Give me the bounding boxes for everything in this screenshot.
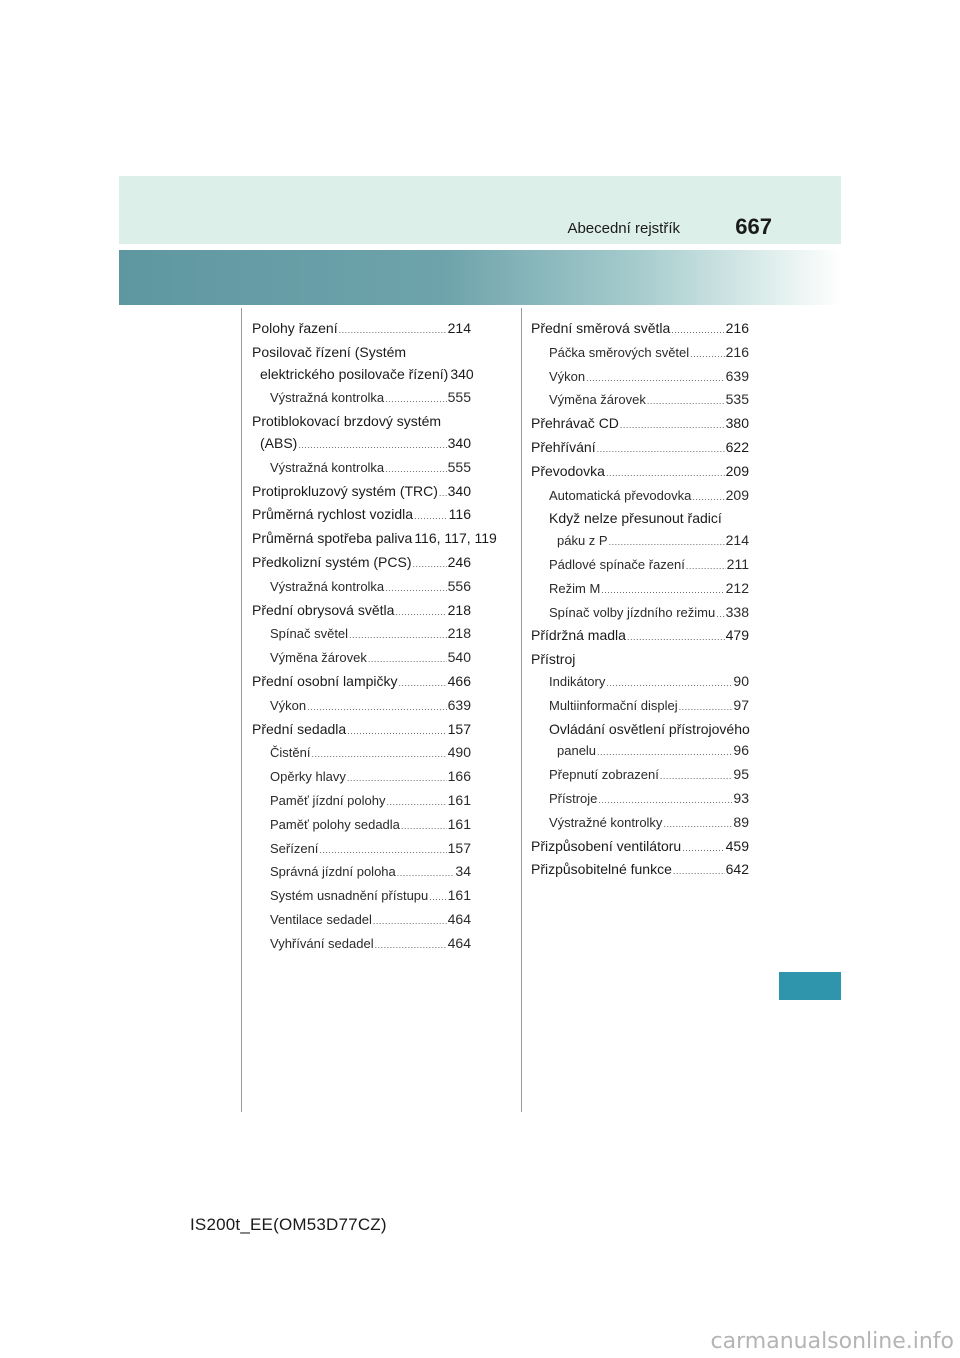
index-entry [531,602,749,626]
index-entry-page: 212 [725,579,749,596]
decorative-gradient-band [119,250,841,305]
index-entry-label: Výstražná kontrolka [270,390,385,406]
index-entry [531,740,749,764]
index-entry-page: 555 [447,389,471,406]
index-entry-page: 466 [447,672,471,689]
index-entry [531,554,749,578]
index-entry-label: Spínač volby jízdního režimu [549,604,716,620]
index-entry-page: 166 [447,768,471,785]
index-entry [531,649,749,671]
index-entry-page: 95 [733,766,749,783]
index-entry-label: Přehřívání [531,438,596,455]
index-entry-label: Přední směrová světla [531,320,671,336]
index-entry [531,437,749,461]
index-entry-page: 161 [447,887,471,904]
index-entry [252,909,471,933]
index-entry [531,530,749,554]
leader-dots [673,861,725,883]
index-entry-page: 157 [447,720,471,737]
leader-dots [597,742,732,764]
index-entry-label: Přepnutí zobrazení [549,767,659,783]
leader-dots [385,578,446,600]
index-entry-page: 157 [447,839,471,856]
index-entry [252,600,471,624]
index-entry-label: panelu [557,743,597,759]
leader-dots [679,697,733,719]
index-entry-label: Multiinformační displej [549,697,678,713]
index-entry [531,461,749,485]
index-entry-label: Předkolizní systém (PCS) [252,553,412,570]
index-column-right [531,318,749,883]
leader-dots [339,320,447,342]
index-entry-page: 161 [447,815,471,832]
index-entry-label: Vyhřívání sedadel [270,935,374,951]
index-entry-page: 340 [447,482,471,499]
index-entry [531,318,749,342]
index-entry [531,695,749,719]
index-entry [252,433,471,457]
index-entry-page: 34 [455,863,471,880]
index-entry-page: 338 [725,603,749,620]
index-entry-label: Přední obrysová světla [252,601,395,618]
index-entry-label: páku z P [557,533,608,549]
leader-dots [401,816,447,838]
index-entry-label: Průměrná spotřeba paliva [252,530,413,547]
index-entry-page: 90 [733,672,749,689]
leader-dots [373,911,447,933]
leader-dots [647,391,725,413]
page-number: 667 [735,214,772,239]
index-entry-label: Režim M [549,580,601,596]
index-entry-label: Polohy řazení [252,320,338,336]
index-entry [252,552,471,576]
index-entry-label: Protiblokovací brzdový systém [252,413,442,430]
leader-dots [347,768,447,790]
index-entry [252,933,471,957]
index-entry-label: Přístroje [549,790,598,806]
index-entry-page: 535 [725,391,749,408]
index-entry [252,719,471,743]
leader-dots [586,368,725,390]
index-entry-label: Když nelze přesunout řadicí [549,510,722,527]
index-entry [531,812,749,836]
leader-dots [439,483,447,505]
leader-dots [690,344,724,366]
leader-dots [311,744,446,766]
leader-dots [682,838,724,860]
index-entry-label: Přehrávač CD [531,415,619,432]
index-entry-label: Správná jízdní poloha [270,864,396,880]
index-entry [531,389,749,413]
index-entry [531,788,749,812]
leader-dots [399,673,447,695]
index-entry-label: Výkon [549,368,586,384]
index-entry [252,364,474,388]
index-entry-label: Přístroj [531,651,576,668]
leader-dots [686,556,726,578]
leader-dots [319,840,446,862]
index-entry-page: 459 [725,837,749,854]
index-entry-page: 490 [447,744,471,761]
leader-dots [663,814,732,836]
leader-dots [385,389,446,411]
index-entry-label: Přizpůsobení ventilátoru [531,837,682,854]
index-entry-label: Převodovka [531,462,605,479]
index-column-left [252,318,497,957]
index-entry-label: Výstražná kontrolka [270,578,385,594]
index-entry-label: Ovládání osvětlení přístrojového [549,720,750,737]
leader-dots [692,487,724,509]
index-entry [252,695,471,719]
index-entry-label: Indikátory [549,673,606,689]
index-entry [252,623,471,647]
leader-dots [606,673,732,695]
index-entry-label: Spínač světel [270,626,349,642]
leader-dots [414,506,448,528]
leader-dots [347,721,446,743]
index-entry-label: Přizpůsobitelné funkce [531,861,672,878]
index-entry-page: 93 [733,789,749,806]
index-entry [531,859,749,883]
index-entry [252,838,471,862]
right-column-rule [521,308,522,1112]
index-entry [531,485,749,509]
leader-dots [307,697,447,719]
leader-dots [397,863,455,885]
index-entry-label: Výstražné kontrolky [549,814,663,830]
index-entry-label: Opěrky hlavy [270,769,346,785]
index-entry [252,576,471,600]
index-entry-label: elektrického posilovače řízení) [260,365,449,382]
index-entry [531,764,749,788]
leader-dots [671,320,724,342]
index-entry-label: (ABS) [260,434,298,451]
index-entry-page: 216 [725,343,749,360]
index-entry-label: Výstražná kontrolka [270,459,385,475]
index-entry-label: Posilovač řízení (Systém [252,343,407,360]
left-column-rule [241,308,242,1112]
index-entry-label: Systém usnadnění přístupu [270,888,429,904]
index-entry-label: Přídržná madla [531,627,626,644]
index-entry-label: Výkon [270,697,307,713]
index-entry-page: 89 [733,813,749,830]
leader-dots [627,627,725,649]
watermark: carmanualsonline.info [710,1329,954,1354]
index-entry [252,387,471,411]
index-entry-label: Páčka směrových světel [549,344,690,360]
index-entry-page: 340 [450,365,474,382]
index-entry-page: 116 [448,506,471,523]
leader-dots [385,459,446,481]
leader-dots [412,554,446,576]
index-entry-page: 540 [447,649,471,666]
index-entry-label: Pádlové spínače řazení [549,556,685,572]
leader-dots [368,649,447,671]
index-entry-page: 639 [447,696,471,713]
index-entry-label: Průměrná rychlost vozidla [252,506,414,523]
index-entry-page: 622 [725,438,749,455]
index-entry-label: Automatická převodovka [549,487,692,503]
index-entry-label: Seřízení [270,840,319,856]
index-entry-page: 211 [726,555,749,572]
index-entry [531,578,749,602]
index-entry-page: 464 [447,934,471,951]
leader-dots [620,415,725,437]
header-band [119,176,841,244]
index-entry-page: 639 [725,367,749,384]
index-entry [531,342,749,366]
leader-dots [660,766,733,788]
index-entry-page: 97 [733,696,749,713]
index-entry [531,366,749,390]
index-entry-label: Přední sedadla [252,720,347,737]
index-entry [252,528,497,552]
leader-dots [298,435,446,457]
leader-dots [601,580,724,602]
index-entry [531,625,749,649]
model-code: IS200t_EE(OM53D77CZ) [190,1215,387,1234]
index-entry-label: Ventilace sedadel [270,911,372,927]
index-entry-page: 218 [447,601,471,618]
index-entry [252,457,471,481]
index-entry-page: 555 [447,458,471,475]
index-entry-page: 380 [725,415,749,432]
index-entry-page: 209 [725,462,749,479]
index-entry [252,647,471,671]
index-entry-page: 116, 117, 119 [414,530,497,547]
index-entry-label: Přední osobní lampičky [252,672,398,689]
leader-dots [375,935,447,957]
index-entry-page: 218 [447,625,471,642]
index-entry [252,861,471,885]
index-entry-page: 214 [447,320,471,336]
index-entry-page: 216 [725,320,749,336]
leader-dots [429,887,446,909]
index-entry-label: Paměť polohy sedadla [270,816,400,832]
index-entry-label: Výměna žárovek [270,650,367,666]
chapter-side-tab [779,972,841,1000]
index-entry [252,885,471,909]
index-entry-page: 642 [725,861,749,878]
index-entry [252,671,471,695]
index-entry-label: Čistění [270,745,311,761]
index-entry [252,481,471,505]
index-entry-page: 214 [725,532,749,549]
leader-dots [609,532,725,554]
leader-dots [598,790,732,812]
index-entry-page: 209 [725,486,749,503]
index-entry-label: Výměna žárovek [549,392,646,408]
index-entry-page: 246 [447,553,471,570]
index-entry-page: 340 [447,434,471,451]
index-entry [252,318,471,342]
leader-dots [395,602,446,624]
index-entry [252,504,471,528]
section-title: Abecední rejstřík [567,220,680,237]
index-entry-page: 161 [447,791,471,808]
index-entry-page: 96 [733,742,749,759]
leader-dots [386,792,446,814]
index-entry [252,742,471,766]
leader-dots [349,625,447,647]
leader-dots [716,604,724,626]
index-entry-label: Paměť jízdní polohy [270,792,386,808]
index-entry [252,790,471,814]
index-entry [252,766,471,790]
index-entry-page: 479 [725,627,749,644]
index-entry [252,814,471,838]
index-entry-page: 556 [447,577,471,594]
index-entry [531,413,749,437]
index-entry-label: Protiprokluzový systém (TRC) [252,482,438,499]
index-entry-page: 464 [447,910,471,927]
index-entry [531,671,749,695]
index-entry [531,836,749,860]
leader-dots [597,439,725,461]
leader-dots [606,463,725,485]
